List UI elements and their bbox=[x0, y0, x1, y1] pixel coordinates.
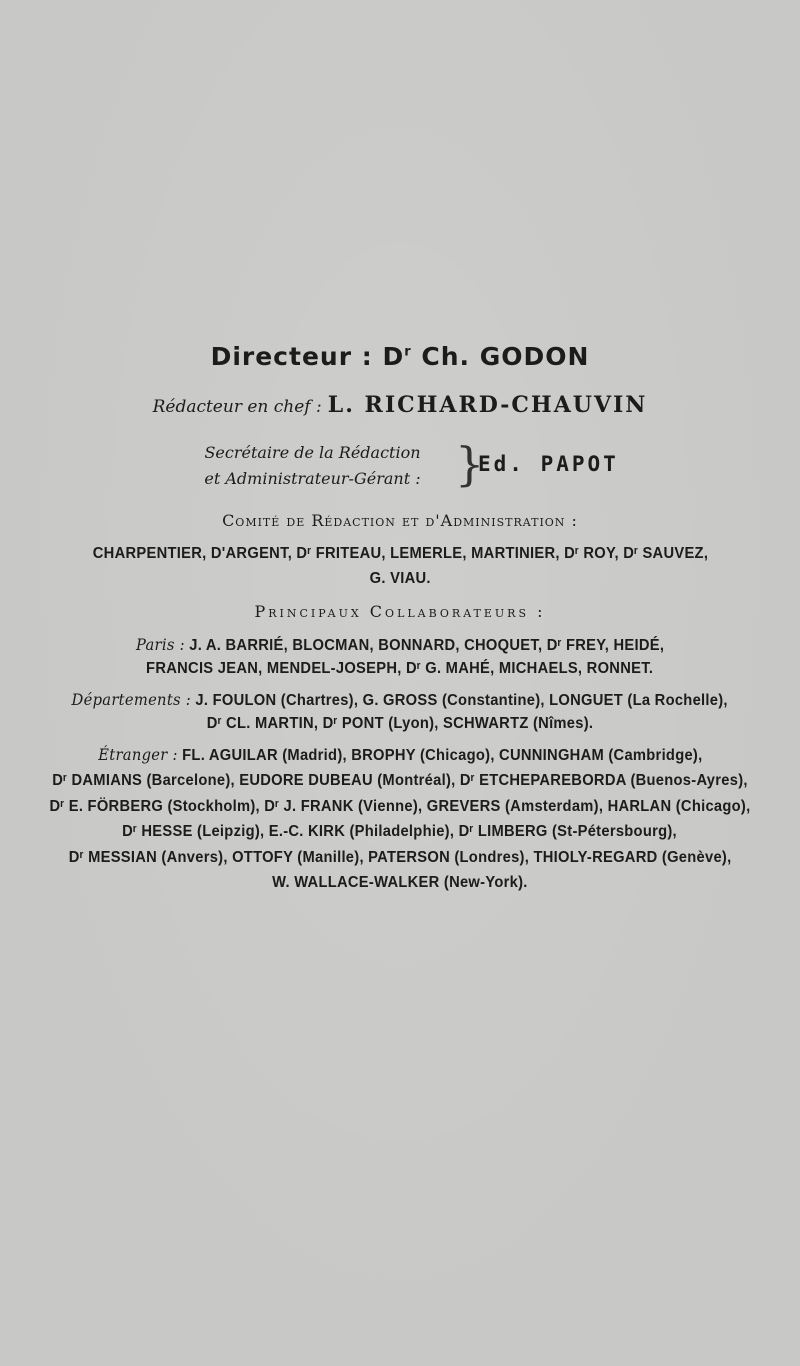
paris-line-1: Paris : J. A. BARRIÉ, BLOCMAN, BONNARD, CHOQUET, Dʳ FREY, HEIDÉ, bbox=[135, 635, 665, 654]
departements-label: Départements : bbox=[71, 690, 192, 709]
secretaire-roles bbox=[170, 440, 455, 492]
etranger-line-2: Dʳ DAMIANS (Barcelone), EUDORE DUBEAU (Montréal), Dʳ ETCHEPAREBORDA (Buenos-Ayres), bbox=[52, 772, 748, 789]
collaborateurs-title: Principaux Collaborateurs : bbox=[254, 602, 546, 621]
secretaire-role-line2: et Administrateur-Gérant : bbox=[204, 469, 421, 488]
redacteur-role: Rédacteur en chef : bbox=[152, 397, 322, 417]
director-line bbox=[0, 342, 800, 371]
director-label: Directeur : bbox=[210, 342, 373, 371]
etranger-line-3: Dʳ E. FÖRBERG (Stockholm), Dʳ J. FRANK (Vienne), GREVERS (Amsterdam), HARLAN (Chicago), bbox=[49, 798, 751, 815]
redacteur-name: L. RICHARD-CHAUVIN bbox=[327, 392, 648, 418]
brace-divider: } bbox=[455, 437, 485, 491]
redacteur-line bbox=[0, 392, 800, 418]
etranger-line-1: Étranger : FL. AGUILAR (Madrid), BROPHY (Chicago), CUNNINGHAM (Cambridge), bbox=[97, 745, 703, 764]
director-title-prefix: $D^r$ bbox=[382, 342, 412, 371]
comite-line-2: G. VIAU. bbox=[369, 570, 431, 587]
etranger-line-6: W. WALLACE-WALKER (New-York). bbox=[272, 874, 528, 891]
etranger-line-4: Dʳ HESSE (Leipzig), E.-C. KIRK (Philadelphie), Dʳ LIMBERG (St-Pétersbourg), bbox=[122, 823, 678, 840]
paris-line-2: FRANCIS JEAN, MENDEL-JOSEPH, Dʳ G. MAHÉ, MICHAELS, RONNET. bbox=[146, 660, 654, 677]
paris-label: Paris : bbox=[135, 635, 185, 654]
etranger-line-5: Dʳ MESSIAN (Anvers), OTTOFY (Manille), PATERSON (Londres), THIOLY-REGARD (Genève), bbox=[68, 849, 732, 866]
secretaire-role-line1: Secrétaire de la Rédaction bbox=[204, 443, 421, 462]
etranger-label: Étranger : bbox=[97, 745, 178, 764]
departements-line-2: Dʳ CL. MARTIN, Dʳ PONT (Lyon), SCHWARTZ (Nîmes). bbox=[206, 715, 594, 732]
secretaire-name: Ed. PAPOT bbox=[478, 452, 619, 476]
comite-title: Comité de Rédaction et d'Administration : bbox=[222, 511, 578, 530]
director-name: Ch. GODON bbox=[421, 342, 590, 371]
secretaire-block bbox=[170, 437, 650, 496]
departements-line-1: Départements : J. FOULON (Chartres), G. GROSS (Constantine), LONGUET (La Rochelle), bbox=[71, 690, 729, 709]
comite-line-1: CHARPENTIER, D'ARGENT, Dʳ FRITEAU, LEMERLE, MARTINIER, Dʳ ROY, Dʳ SAUVEZ, bbox=[92, 545, 708, 562]
